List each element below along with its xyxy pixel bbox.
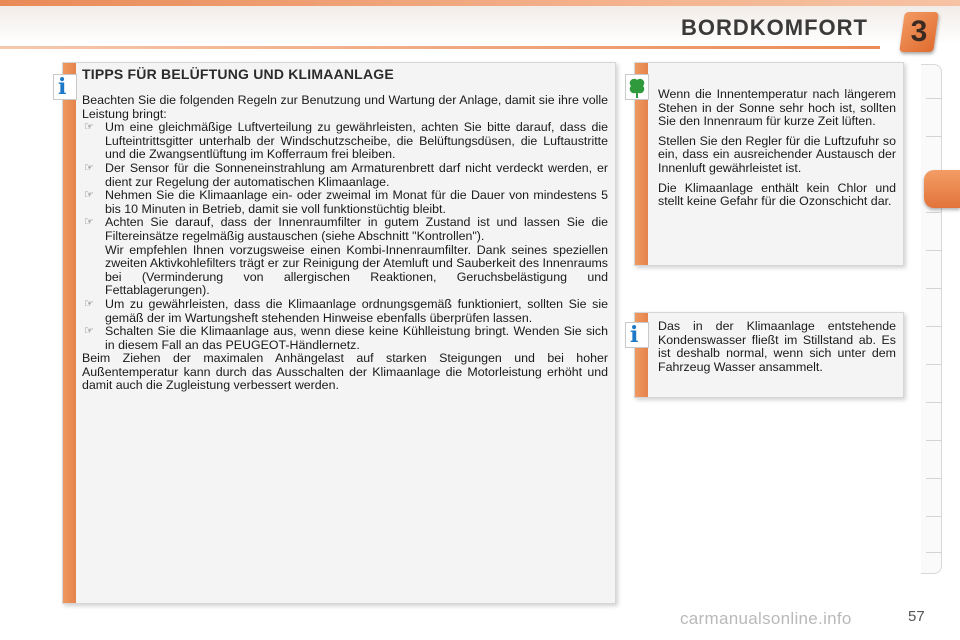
eco-paragraph: Stellen Sie den Regler für die Luftzufuhr so ein, dass ein ausreichender Austausch der Innenluft gewährleistet ist. xyxy=(658,133,896,175)
page-number: 57 xyxy=(908,608,925,625)
section-title: TIPPS FÜR BELÜFTUNG UND KLIMAANLAGE xyxy=(82,66,394,82)
pointing-hand-icon: ☞ xyxy=(84,325,94,338)
info-icon: i xyxy=(630,322,639,348)
chapter-tab[interactable] xyxy=(926,326,942,327)
chapter-tab[interactable] xyxy=(926,212,942,213)
list-item: ☞ Achten Sie darauf, dass der Innenraumfilter in gutem Zustand ist und lassen Sie die Filtereinsätze regelmäßig austauschen (siehe Abschnitt "Kontrollen"). xyxy=(84,215,608,243)
pointing-hand-icon: ☞ xyxy=(84,216,94,229)
eco-paragraph: Wenn die Innentemperatur nach längerem Stehen in der Sonne sehr hoch ist, sollten Sie den Innenraum für kurze Zeit lüften. xyxy=(658,87,896,129)
panel-accent-stripe xyxy=(63,63,76,603)
pointing-hand-icon: ☞ xyxy=(84,189,94,202)
chapter-tab[interactable] xyxy=(926,440,942,441)
eco-paragraph: Die Klimaanlage enthält kein Chlor und stellt keine Gefahr für die Ozonschicht dar. xyxy=(658,180,896,209)
filter-note: Wir empfehlen Ihnen vorzugsweise einen Kombi-Innenraumfilter. Dank seines speziellen zweiten Aktivkohlefilters trägt er zur Reinigung der Atemluft und Sauberkeit des Innenraums bei (Verminderung von allergischen Reaktionen, Geruchsbelästigung und Fettablagerungen). xyxy=(105,242,608,298)
list-item: ☞ Schalten Sie die Klimaanlage aus, wenn diese keine Kühlleistung bringt. Wenden Sie sich in diesem Fall an das PEUGEOT-Händlernetz. xyxy=(84,324,608,352)
pointing-hand-icon: ☞ xyxy=(84,121,94,134)
chapter-number: 3 xyxy=(910,15,928,48)
info-icon-box xyxy=(625,322,649,348)
chapter-title: BORDKOMFORT xyxy=(681,15,868,40)
eco-tip-text xyxy=(658,88,896,215)
chapter-tab[interactable] xyxy=(926,364,942,365)
info-icon-box xyxy=(53,74,77,100)
watermark: carmanualsonline.info xyxy=(680,609,852,628)
header-band xyxy=(0,0,960,6)
chapter-tab[interactable] xyxy=(926,98,942,99)
list-item: ☞ Um zu gewährleisten, dass die Klimaanlage ordnungsgemäß funktioniert, sollten Sie sie gemäß der im Wartungsheft stehenden Hinweise ebenfalls überprüfen lassen. xyxy=(84,296,608,325)
chapter-tab[interactable] xyxy=(926,250,942,251)
info-icon: i xyxy=(58,74,67,100)
intro-paragraph: Beachten Sie die folgenden Regeln zur Benutzung und Wartung der Anlage, damit sie ihre volle Leistung bringt: xyxy=(82,93,608,121)
chapter-tab-active[interactable] xyxy=(924,170,960,208)
closing-paragraph: Beim Ziehen der maximalen Anhängelast auf starken Steigungen und bei hoher Außentemperatur kann durch das Ausschalten der Klimaanlage die Motorleistung erhöht und damit auch die Zugleistung verbessert werden. xyxy=(82,351,608,393)
pointing-hand-icon: ☞ xyxy=(84,297,94,310)
chapter-tab[interactable] xyxy=(926,136,942,137)
chapter-tab[interactable] xyxy=(926,478,942,479)
list-item: ☞ Nehmen Sie die Klimaanlage ein- oder zweimal im Monat für die Dauer von mindestens 5 bis 10 Minuten in Betrieb, damit sie voll funktionstüchtig bleibt. xyxy=(84,188,608,216)
info-text: Das in der Klimaanlage entstehende Kondenswasser fließt im Stillstand ab. Es ist deshalb normal, wenn sich unter dem Fahrzeug Wasser ansammelt. xyxy=(658,319,896,374)
list-item: ☞ Der Sensor für die Sonneneinstrahlung am Armaturenbrett darf nicht verdeckt werden, er dient zur Regelung der automatischen Klimaanlage. xyxy=(84,160,608,189)
list-item: ☞ Um eine gleichmäßige Luftverteilung zu gewährleisten, achten Sie bitte darauf, dass die Lufteintrittsgitter unterhalb der Windschutzscheibe, die Belüftungsdüsen, die Luftaustritte und die Zwangsentlüftung im Kofferraum frei bleiben. xyxy=(84,120,608,162)
clover-icon xyxy=(626,75,648,99)
pointing-hand-icon: ☞ xyxy=(84,161,94,174)
chapter-tab[interactable] xyxy=(926,288,942,289)
eco-icon-box xyxy=(625,74,649,100)
chapter-tab[interactable] xyxy=(926,552,942,553)
chapter-badge xyxy=(899,12,939,52)
chapter-tab[interactable] xyxy=(926,402,942,403)
chapter-tab-rail xyxy=(921,64,942,574)
main-text xyxy=(82,94,608,393)
header-underline xyxy=(0,46,880,49)
chapter-tab[interactable] xyxy=(926,516,942,517)
